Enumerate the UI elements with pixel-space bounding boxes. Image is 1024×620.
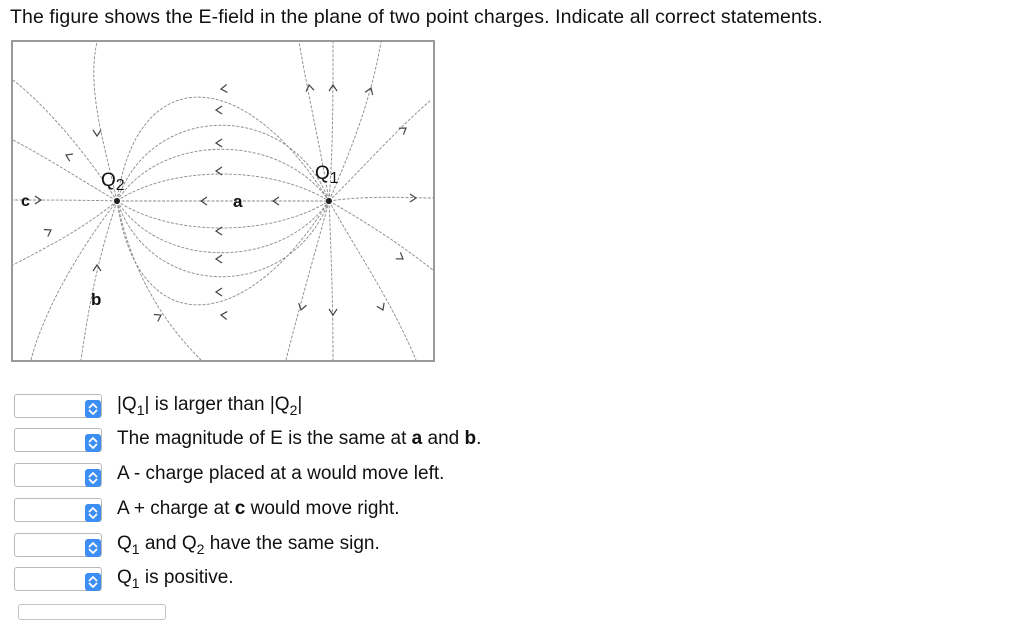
point-b-label: b <box>91 290 102 309</box>
option-text-segment: The magnitude of E is the same at <box>117 428 412 449</box>
charge-q1-dot <box>326 198 332 204</box>
option-text-segment: |Q <box>117 394 137 415</box>
option-text <box>117 394 302 418</box>
option-text <box>117 463 444 485</box>
option-text-segment: and Q <box>139 533 197 554</box>
option-text-segment: | <box>297 394 303 415</box>
point-a-label: a <box>233 192 243 211</box>
option-text-segment: | is larger than |Q <box>144 394 290 415</box>
option-text-segment: 2 <box>196 540 205 557</box>
answer-select[interactable] <box>14 498 102 522</box>
up-down-chevron-icon[interactable] <box>85 434 101 452</box>
option-text-segment: would move right. <box>245 498 400 519</box>
up-down-chevron-icon[interactable] <box>85 573 101 591</box>
answer-select[interactable] <box>14 428 102 452</box>
up-down-chevron-icon[interactable] <box>85 400 101 418</box>
charge-q1-letter: Q <box>315 163 330 184</box>
option-text-segment: c <box>234 498 246 519</box>
option-text-segment: and <box>422 428 465 449</box>
e-field-figure <box>11 40 435 362</box>
option-text-segment: A + charge at <box>117 498 235 519</box>
answer-select[interactable] <box>14 533 102 557</box>
option-text-segment: Q <box>117 567 132 588</box>
option-text-segment: 1 <box>131 540 140 557</box>
up-down-chevron-icon[interactable] <box>85 469 101 487</box>
option-text-segment: A - charge placed at a would move left. <box>117 463 445 484</box>
option-text-segment: have the same sign. <box>204 533 380 554</box>
charge-q2-letter: Q <box>101 170 116 191</box>
option-text-segment: . <box>476 428 482 449</box>
point-c-label: c <box>21 193 30 210</box>
option-text-segment: 1 <box>131 574 140 591</box>
option-text-segment: is positive. <box>139 567 234 588</box>
option-text <box>117 428 481 450</box>
answer-select[interactable] <box>14 567 102 591</box>
answer-select[interactable] <box>14 394 102 418</box>
up-down-chevron-icon[interactable] <box>85 504 101 522</box>
option-text-segment: Q <box>117 533 132 554</box>
option-text <box>117 567 234 591</box>
charge-q2-subscript: 2 <box>115 177 125 194</box>
option-text-segment: 2 <box>289 401 298 418</box>
option-text-segment: b <box>464 428 477 449</box>
charge-q1-subscript: 1 <box>329 170 339 187</box>
up-down-chevron-icon[interactable] <box>85 539 101 557</box>
option-text-segment: 1 <box>136 401 145 418</box>
charge-q2-dot <box>114 198 120 204</box>
partial-next-field[interactable] <box>18 604 166 620</box>
option-text-segment: a <box>411 428 423 449</box>
option-text <box>117 533 380 557</box>
question-prompt: The figure shows the E-field in the plane of two point charges. Indicate all correct statements. <box>10 6 823 28</box>
option-text <box>117 498 400 520</box>
answer-select[interactable] <box>14 463 102 487</box>
